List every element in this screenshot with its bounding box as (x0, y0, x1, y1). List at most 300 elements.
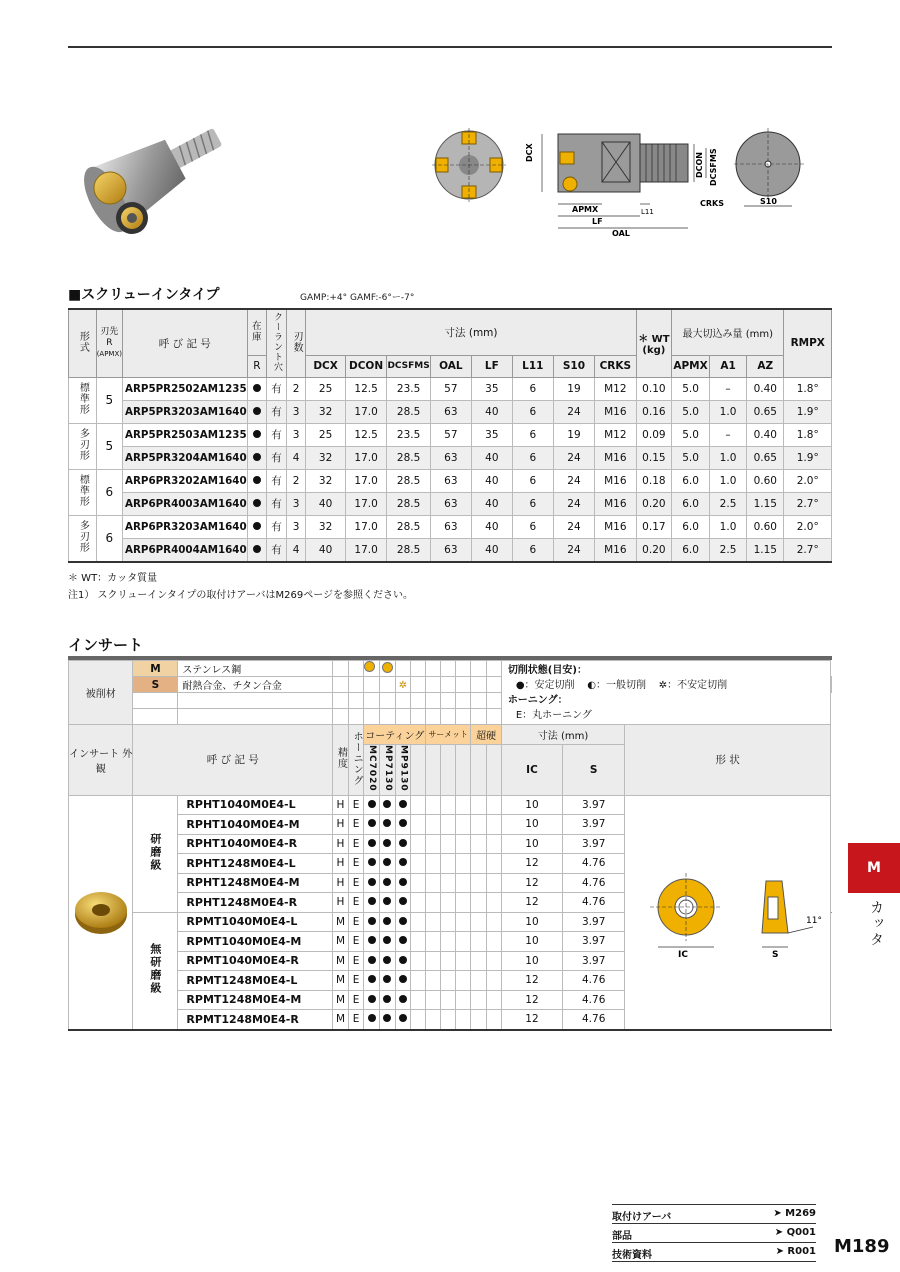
th-apmx: (APMX) (96, 349, 122, 358)
cutter-row (69, 492, 832, 515)
coolant-cell: 有 (267, 400, 287, 423)
spec-cell: 6.0 (672, 469, 710, 492)
cermet-label: サーメット (426, 725, 471, 745)
spec-cell: 35 (471, 377, 512, 400)
spec-cell: 17.0 (345, 515, 387, 538)
spec-cell: 28.5 (387, 492, 430, 515)
honing-cell: E (348, 873, 364, 893)
legend-general: ◐：一般切削 (587, 679, 646, 691)
coolant-cell: 有 (267, 446, 287, 469)
chapter-label: カッタ (868, 900, 884, 948)
grade-mp9130: MP9130 (398, 745, 409, 792)
th-max: 最大切込み量 (mm) (672, 309, 784, 355)
spec-cell: 40 (306, 492, 345, 515)
dim-ic-label: IC (501, 745, 562, 796)
ic-cell: 10 (501, 834, 562, 854)
cutter-rear-view (734, 128, 806, 210)
cutter-code: ARP6PR4003AM1640 (123, 492, 248, 515)
insert-shape-diagram (628, 861, 828, 961)
honing-cell: E (348, 795, 364, 815)
insert-code-label: 呼 び 記 号 (133, 725, 333, 796)
spec-cell: – (709, 377, 746, 400)
spec-cell: 1.15 (747, 492, 784, 515)
precision-cell: M (333, 912, 349, 932)
spec-cell: 40 (471, 400, 512, 423)
shape-angle-label: 11° (805, 915, 822, 926)
spec-cell: 24 (553, 400, 594, 423)
label-oal: OAL (612, 229, 630, 238)
s-cell: 4.76 (563, 873, 625, 893)
ref-parts[interactable] (612, 1223, 816, 1242)
grade-group-label: 研磨級 (148, 832, 162, 872)
spec-cell: 6.0 (672, 515, 710, 538)
teeth-cell: 3 (286, 515, 306, 538)
coating-label: コーティング (364, 725, 426, 745)
spec-cell: 2.7° (784, 538, 832, 562)
spec-cell: 2.5 (709, 538, 746, 562)
ic-cell: 12 (501, 1010, 562, 1030)
th-stock: 在庫 (247, 309, 267, 355)
teeth-cell: 4 (286, 446, 306, 469)
spec-cell: 5.0 (672, 400, 710, 423)
insert-code: RPMT1248M0E4-M (178, 990, 333, 1010)
cutter-code: ARP6PR3202AM1640 (123, 469, 248, 492)
spec-cell: 1.0 (709, 446, 746, 469)
teeth-cell: 2 (286, 469, 306, 492)
th-dcsfms: DCSFMS (387, 355, 430, 377)
stable-dot-icon (383, 956, 391, 964)
spec-cell: 6.0 (672, 492, 710, 515)
ic-cell: 12 (501, 971, 562, 991)
spec-cell: 6 (512, 377, 553, 400)
s-cell: 4.76 (563, 854, 625, 874)
spec-cell: 25 (306, 423, 345, 446)
spec-cell: M16 (595, 446, 637, 469)
th-code: 呼 び 記 号 (123, 309, 248, 377)
ref-label: 取付けアーバ (612, 1212, 672, 1223)
spec-cell: 40 (471, 538, 512, 562)
stable-dot-icon (399, 995, 407, 1003)
cutter-spec-table (68, 308, 832, 563)
cutter-side-diagram (520, 126, 730, 238)
form-cell: 多刃形 (77, 428, 89, 461)
spec-cell: 0.40 (747, 377, 784, 400)
th-oal: OAL (430, 355, 471, 377)
stable-dot-icon (399, 839, 407, 847)
spec-cell: 24 (553, 446, 594, 469)
cutter-row (69, 377, 832, 400)
form-cell: 標準形 (77, 474, 89, 507)
teeth-cell: 2 (286, 377, 306, 400)
spec-cell: M16 (595, 515, 637, 538)
stock-dot-icon (253, 407, 261, 415)
spec-cell: 0.60 (747, 515, 784, 538)
stock-dot-icon (253, 430, 261, 438)
spec-cell: 0.20 (636, 492, 671, 515)
insert-code: RPHT1248M0E4-M (178, 873, 333, 893)
honing-cell: E (348, 912, 364, 932)
cutter-row (69, 538, 832, 562)
cutter-code: ARP5PR3203AM1640 (123, 400, 248, 423)
cutter-code: ARP5PR3204AM1640 (123, 446, 248, 469)
stock-dot-icon (253, 522, 261, 530)
spec-cell: 2.5 (709, 492, 746, 515)
teeth-cell: 3 (286, 423, 306, 446)
s-cell: 4.76 (563, 971, 625, 991)
spec-cell: 63 (430, 469, 471, 492)
material-code-s: S (133, 677, 178, 693)
spec-cell: 6 (512, 538, 553, 562)
precision-cell: M (333, 951, 349, 971)
spec-cell: 24 (553, 492, 594, 515)
stable-dot-icon (383, 936, 391, 944)
honing-cell: E (348, 834, 364, 854)
spec-cell: 0.16 (636, 400, 671, 423)
cutter-code: ARP5PR2502AM1235 (123, 377, 248, 400)
spec-cell: 5.0 (672, 377, 710, 400)
spec-cell: 19 (553, 423, 594, 446)
coolant-cell: 有 (267, 538, 287, 562)
honing-cell: E (348, 951, 364, 971)
spec-cell: 0.09 (636, 423, 671, 446)
th-coolant: クーラント穴 (272, 311, 282, 372)
spec-cell: M16 (595, 538, 637, 562)
coolant-cell: 有 (267, 423, 287, 446)
s-cell: 4.76 (563, 990, 625, 1010)
stable-dot-icon (399, 800, 407, 808)
page-number: M189 (834, 1236, 890, 1257)
insert-code: RPMT1040M0E4-R (178, 951, 333, 971)
precision-cell: H (333, 815, 349, 835)
precision-cell: H (333, 893, 349, 913)
spec-cell: 5.0 (672, 446, 710, 469)
label-dcsfms: DCSFMS (709, 148, 718, 186)
stable-dot-icon (383, 819, 391, 827)
honing-cell: E (348, 971, 364, 991)
label-lf: LF (592, 217, 603, 226)
honing-cell: E (348, 1010, 364, 1030)
stable-dot-icon (399, 936, 407, 944)
cutter-row (69, 446, 832, 469)
spec-cell: 40 (306, 538, 345, 562)
label-dcon: DCON (695, 151, 704, 178)
edge-r-cell: 5 (96, 423, 122, 469)
spec-cell: 23.5 (387, 423, 430, 446)
s-cell: 3.97 (563, 815, 625, 835)
precision-cell: M (333, 1010, 349, 1030)
honing-e: E：丸ホーニング (515, 709, 592, 721)
insert-appearance-label: インサート 外観 (69, 725, 133, 796)
coolant-cell: 有 (267, 492, 287, 515)
spec-cell: 17.0 (345, 538, 387, 562)
ref-technical[interactable] (612, 1242, 816, 1262)
spec-cell: 1.9° (784, 446, 832, 469)
legend-unstable: ✲：不安定切削 (658, 679, 728, 691)
stable-dot-icon (368, 917, 376, 925)
label-dcx: DCX (525, 143, 534, 162)
precision-cell: M (333, 990, 349, 1010)
ref-label: 部品 (612, 1231, 632, 1242)
cutter-photo (72, 108, 242, 248)
spec-cell: 17.0 (345, 446, 387, 469)
ic-cell: 10 (501, 932, 562, 952)
stock-dot-icon (253, 453, 261, 461)
precision-cell: H (333, 873, 349, 893)
spec-cell: 17.0 (345, 492, 387, 515)
stable-dot-icon (368, 897, 376, 905)
grade-mc7020: MC7020 (367, 745, 378, 792)
stable-dot-icon (383, 897, 391, 905)
spec-cell: 6 (512, 515, 553, 538)
stable-dot-icon (368, 1014, 376, 1022)
cutter-row (69, 423, 832, 446)
spec-cell: 40 (471, 469, 512, 492)
insert-code: RPMT1040M0E4-M (178, 932, 333, 952)
spec-cell: 0.60 (747, 469, 784, 492)
spec-cell: 1.8° (784, 423, 832, 446)
stable-dot-icon (383, 800, 391, 808)
spec-cell: 2.0° (784, 515, 832, 538)
material-name-m: ステンレス鋼 (178, 661, 333, 677)
spec-cell: 1.9° (784, 400, 832, 423)
edge-r-cell: 6 (96, 515, 122, 562)
spec-cell: 32 (306, 469, 345, 492)
material-code-m: M (133, 661, 178, 677)
spec-cell: 6 (512, 492, 553, 515)
stable-dot-icon (383, 917, 391, 925)
insert-table (68, 660, 832, 1031)
th-az: AZ (747, 355, 784, 377)
honing-cell: E (348, 893, 364, 913)
spec-cell: 23.5 (387, 377, 430, 400)
th-l11: L11 (512, 355, 553, 377)
spec-cell: 32 (306, 446, 345, 469)
honing-cell: E (348, 932, 364, 952)
honing-cell: E (348, 990, 364, 1010)
spec-cell: 32 (306, 400, 345, 423)
edge-r-cell: 6 (96, 469, 122, 515)
spec-cell: 28.5 (387, 538, 430, 562)
th-s10: S10 (553, 355, 594, 377)
spec-cell: 1.0 (709, 469, 746, 492)
spec-cell: 1.8° (784, 377, 832, 400)
stable-dot-icon (368, 936, 376, 944)
note-arbor: 注1） スクリューインタイプの取付けアーバはM269ページを参照ください。 (68, 590, 414, 601)
stable-dot-icon (368, 956, 376, 964)
insert-row (69, 795, 832, 815)
stable-dot-icon (399, 956, 407, 964)
label-apmx: APMX (572, 205, 599, 214)
th-dims: 寸法 (mm) (306, 309, 636, 355)
spec-cell: 6.0 (672, 538, 710, 562)
stable-dot-icon (399, 858, 407, 866)
grade-mp7130: MP7130 (382, 745, 393, 792)
ic-cell: 12 (501, 990, 562, 1010)
spec-cell: 5.0 (672, 423, 710, 446)
stable-dot-icon (383, 878, 391, 886)
th-lf: LF (471, 355, 512, 377)
spec-cell: 0.17 (636, 515, 671, 538)
precision-cell: M (333, 932, 349, 952)
spec-cell: 19 (553, 377, 594, 400)
material-name-s: 耐熱合金、チタン合金 (178, 677, 333, 693)
cutter-row (69, 469, 832, 492)
ic-cell: 12 (501, 873, 562, 893)
reference-links (612, 1204, 816, 1262)
insert-code: RPHT1040M0E4-R (178, 834, 333, 854)
insert-code: RPHT1040M0E4-L (178, 795, 333, 815)
spec-cell: 0.18 (636, 469, 671, 492)
ref-arbor[interactable] (612, 1204, 816, 1223)
spec-cell: 1.0 (709, 400, 746, 423)
th-teeth: 刃数 (291, 330, 303, 353)
stable-dot-icon (368, 995, 376, 1003)
spec-cell: M16 (595, 469, 637, 492)
precision-cell: H (333, 795, 349, 815)
legend-title: 切削状態(目安)： (507, 664, 587, 676)
spec-cell: 57 (430, 423, 471, 446)
spec-cell: 1.15 (747, 538, 784, 562)
s-cell: 3.97 (563, 951, 625, 971)
spec-cell: 63 (430, 446, 471, 469)
cutter-code: ARP6PR3203AM1640 (123, 515, 248, 538)
s-cell: 3.97 (563, 912, 625, 932)
form-cell: 標準形 (77, 382, 89, 415)
insert-code: RPMT1248M0E4-R (178, 1010, 333, 1030)
form-cell: 多刃形 (77, 520, 89, 553)
spec-cell: 40 (471, 515, 512, 538)
spec-cell: 0.40 (747, 423, 784, 446)
top-rule (68, 46, 832, 48)
legend-stable: ●：安定切削 (515, 679, 575, 691)
stable-dot-icon (368, 839, 376, 847)
note-wt: ＊ WT：カッタ質量 (68, 573, 158, 584)
grade-group-label: 無研磨級 (148, 943, 162, 996)
s-cell: 3.97 (563, 834, 625, 854)
spec-cell: 63 (430, 515, 471, 538)
s-cell: 4.76 (563, 893, 625, 913)
insert-code: RPHT1248M0E4-L (178, 854, 333, 874)
coolant-cell: 有 (267, 515, 287, 538)
spec-cell: 0.10 (636, 377, 671, 400)
stock-dot-icon (253, 384, 261, 392)
precision-cell: H (333, 834, 349, 854)
s-cell: 3.97 (563, 932, 625, 952)
ref-page: ➤ M269 (773, 1208, 816, 1219)
ic-cell: 10 (501, 795, 562, 815)
cond-general-icon (364, 661, 375, 672)
spec-cell: 63 (430, 538, 471, 562)
th-apmx-col: APMX (672, 355, 710, 377)
spec-cell: 28.5 (387, 469, 430, 492)
stable-dot-icon (368, 878, 376, 886)
spec-cell: 28.5 (387, 515, 430, 538)
chapter-tab[interactable]: M (848, 843, 900, 893)
label-crks: CRKS (700, 199, 724, 208)
stable-dot-icon (399, 917, 407, 925)
label-s10: S10 (760, 197, 777, 206)
spec-cell: 40 (471, 446, 512, 469)
stable-dot-icon (368, 858, 376, 866)
s-cell: 3.97 (563, 795, 625, 815)
spec-cell: M16 (595, 400, 637, 423)
ic-cell: 12 (501, 854, 562, 874)
ic-cell: 10 (501, 951, 562, 971)
spec-cell: 24 (553, 538, 594, 562)
section-title-screw-in: ■スクリューインタイプ (68, 287, 220, 303)
spec-cell: – (709, 423, 746, 446)
cutter-front-view (432, 128, 506, 202)
dims-label: 寸法 (mm) (501, 725, 624, 745)
coolant-cell: 有 (267, 469, 287, 492)
th-edge-r: 刃先 R (100, 326, 119, 348)
gamp-note: GAMP:+4° GAMF:-6°ー-7° (300, 293, 415, 303)
honing-label: ホーニング (351, 730, 363, 786)
carbide-label: 超硬 (471, 725, 501, 745)
th-a1: A1 (709, 355, 746, 377)
spec-cell: 6 (512, 446, 553, 469)
th-rmpx: RMPX (784, 309, 832, 377)
precision-cell: H (333, 854, 349, 874)
teeth-cell: 4 (286, 538, 306, 562)
work-material-label: 被削材 (69, 661, 133, 725)
insert-code: RPMT1040M0E4-L (178, 912, 333, 932)
stable-dot-icon (399, 1014, 407, 1022)
spec-cell: 40 (471, 492, 512, 515)
teeth-cell: 3 (286, 400, 306, 423)
precision-cell: M (333, 971, 349, 991)
spec-cell: 2.7° (784, 492, 832, 515)
spec-cell: 0.20 (636, 538, 671, 562)
spec-cell: 24 (553, 469, 594, 492)
spec-cell: 28.5 (387, 400, 430, 423)
stable-dot-icon (368, 975, 376, 983)
th-wt: ＊ WT (kg) (636, 309, 671, 377)
edge-r-cell: 5 (96, 377, 122, 423)
cutter-row (69, 400, 832, 423)
spec-cell: 57 (430, 377, 471, 400)
spec-cell: 2.0° (784, 469, 832, 492)
ic-cell: 12 (501, 893, 562, 913)
cutter-row (69, 515, 832, 538)
stock-dot-icon (253, 545, 261, 553)
s-cell: 4.76 (563, 1010, 625, 1030)
spec-cell: 12.5 (345, 423, 387, 446)
spec-cell: 17.0 (345, 400, 387, 423)
insert-code: RPMT1248M0E4-L (178, 971, 333, 991)
dim-s-label: S (563, 745, 625, 796)
shape-ic-label: IC (677, 949, 688, 960)
shape-label: 形 状 (625, 725, 831, 796)
cond-unstable-icon: ✲ (398, 679, 408, 691)
spec-cell: 0.65 (747, 400, 784, 423)
th-crks: CRKS (595, 355, 637, 377)
teeth-cell: 3 (286, 492, 306, 515)
stable-dot-icon (368, 800, 376, 808)
stable-dot-icon (383, 858, 391, 866)
stock-dot-icon (253, 476, 261, 484)
insert-code: RPHT1040M0E4-M (178, 815, 333, 835)
spec-cell: 28.5 (387, 446, 430, 469)
honing-cell: E (348, 854, 364, 874)
section-title-insert: インサート (68, 636, 144, 654)
cutter-code: ARP5PR2503AM1235 (123, 423, 248, 446)
label-l11: L11 (641, 208, 654, 216)
insert-code: RPHT1248M0E4-R (178, 893, 333, 913)
th-form: 形式 (77, 330, 89, 353)
stock-dot-icon (253, 499, 261, 507)
spec-cell: 0.15 (636, 446, 671, 469)
